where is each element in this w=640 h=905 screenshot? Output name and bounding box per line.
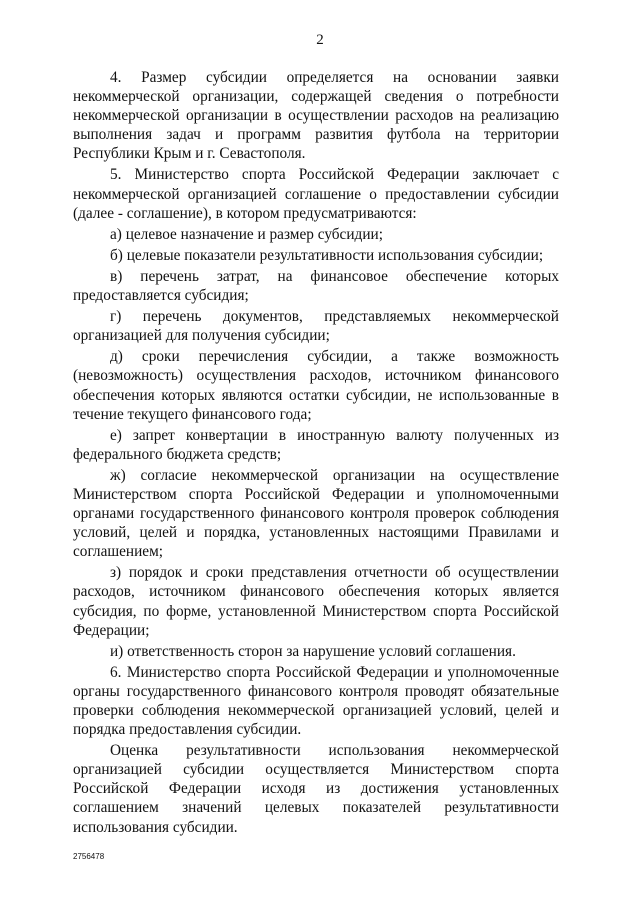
list-item-zh: ж) согласие некоммерческой организации на осуществление Министерством спорта Российской Федерации и уполномоченными органами государственного финансового контроля проверок соблюдения условий, целей и порядка, установленных настоящими Правилами и соглашением; (73, 466, 559, 561)
paragraph-6-inspections: 6. Министерство спорта Российской Федерации и уполномоченные органы государственного финансового контроля проводят обязательные проверки соблюдения некоммерческой организацией условий, целей и порядка предоставления субсидии. (73, 663, 559, 739)
list-item-b: б) целевые показатели результативности использования субсидии; (110, 246, 544, 264)
page-number: 2 (316, 32, 324, 48)
document-body (73, 68, 559, 839)
list-item-v: в) перечень затрат, на финансовое обеспечение которых предоставляется субсидия; (73, 267, 559, 305)
list-item-d: д) сроки перечисления субсидии, а также возможность (невозможность) осуществления расходов, источником финансового обеспечения которых являются остатки субсидии, не использованные в течение текущего финансового года; (73, 348, 559, 423)
list-item-i: и) ответственность сторон за нарушение условий соглашения. (110, 642, 516, 660)
list-item-g: г) перечень документов, представляемых некоммерческой организацией для получения субсидии; (73, 308, 559, 345)
list-item-a: а) целевое назначение и размер субсидии; (110, 225, 383, 243)
document-id: 2756478 (73, 852, 105, 861)
paragraph-effectiveness-assessment: Оценка результативности использования некоммерческой организацией субсидии осуществляется Министерством спорта Российской Федерации исходя из достижения установленных соглашением значений целевых показателей результативности использования субсидии. (73, 742, 559, 836)
list-item-z: з) порядок и сроки представления отчетности об осуществлении расходов, источником финансового обеспечения которых является субсидия, по форме, установленной Министерством спорта Российской Федерации; (73, 564, 559, 639)
paragraph-4-subsidy-size: 4. Размер субсидии определяется на основании заявки некоммерческой организации, содержащей сведения о потребности некоммерческой организации в осуществлении расходов на реализацию выполнения задач и программ развития футбола на территории Республики Крым и г. Севастополя. (73, 69, 559, 163)
paragraph-5-agreement: 5. Министерство спорта Российской Федерации заключает с некоммерческой организацией соглашение о предоставлении субсидии (далее - соглашение), в котором предусматриваются: (73, 166, 559, 222)
list-item-e: е) запрет конвертации в иностранную валюту полученных из федерального бюджета средств; (73, 426, 559, 463)
